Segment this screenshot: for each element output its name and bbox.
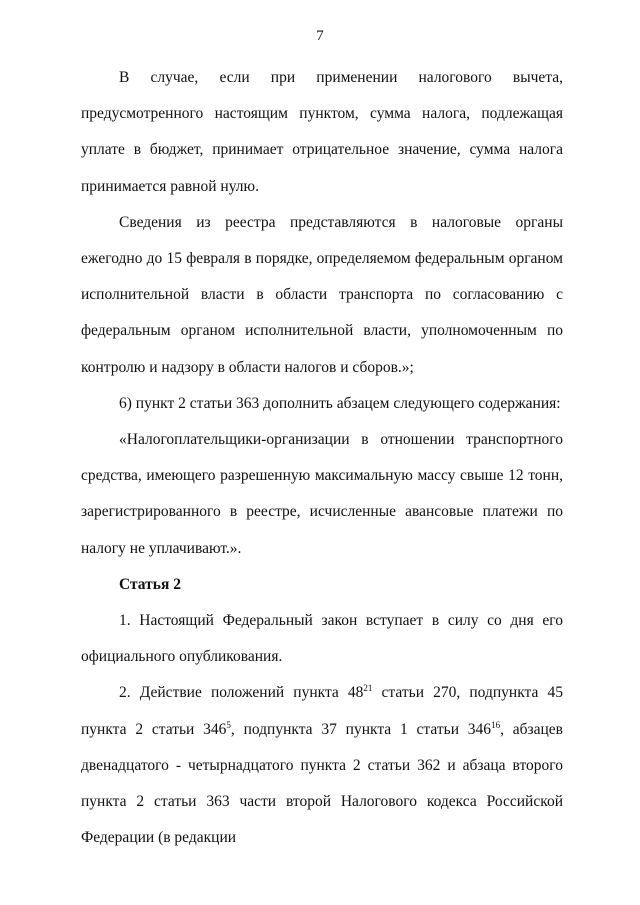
paragraph-provisions-effect [81, 675, 563, 856]
paragraph-tax-deduction-negative: В случае, если при применении налогового вычета, предусмотренного настоящим пунктом, сумма налога, подлежащая уплате в бюджет, принимает отрицательное значение, сумма налога принимается равной нулю. [81, 69, 563, 195]
paragraph-amendment-363: 6) пункт 2 статьи 363 дополнить абзацем следующего содержания: [119, 394, 561, 412]
page-number: 7 [316, 28, 324, 44]
provisions-text-part: статьи 270, подпункта 45 пункта 2 статьи 346 [81, 684, 563, 738]
provisions-text-part: , подпункта 37 пункта 1 статьи 346 [230, 720, 492, 738]
paragraph-registry-information: Сведения из реестра представляются в налоговые органы ежегодно до 15 февраля в порядке, определяемом федеральным органом исполнительной власти в области транспорта по согласованию с федеральным органом исполнительной власти, уполномоченным по контролю и надзору в области налогов и сборов.»; [81, 213, 563, 376]
provisions-text-part: , абзацев двенадцатого - четырнадцатого пункта 2 статьи 362 и абзаца второго пункта 2 статьи 363 части второй Налогового кодекса Российской Федерации (в редакции [81, 720, 564, 847]
provisions-text-part: 2. Действие положений пункта 48 [119, 684, 364, 702]
superscript-16: 16 [491, 719, 501, 730]
document-body [81, 60, 563, 856]
paragraph-quoted-amendment: «Налогоплательщики-организации в отношении транспортного средства, имеющего разрешенную максимальную массу свыше 12 тонн, зарегистрированного в реестре, исчисленные авансовые платежи по налогу не уплачивают.». [81, 431, 563, 557]
superscript-5: 5 [226, 719, 231, 730]
article-heading: Статья 2 [119, 575, 181, 593]
superscript-21: 21 [363, 683, 373, 694]
paragraph-entry-into-force: 1. Настоящий Федеральный закон вступает в силу со дня его официального опубликования. [81, 612, 563, 666]
